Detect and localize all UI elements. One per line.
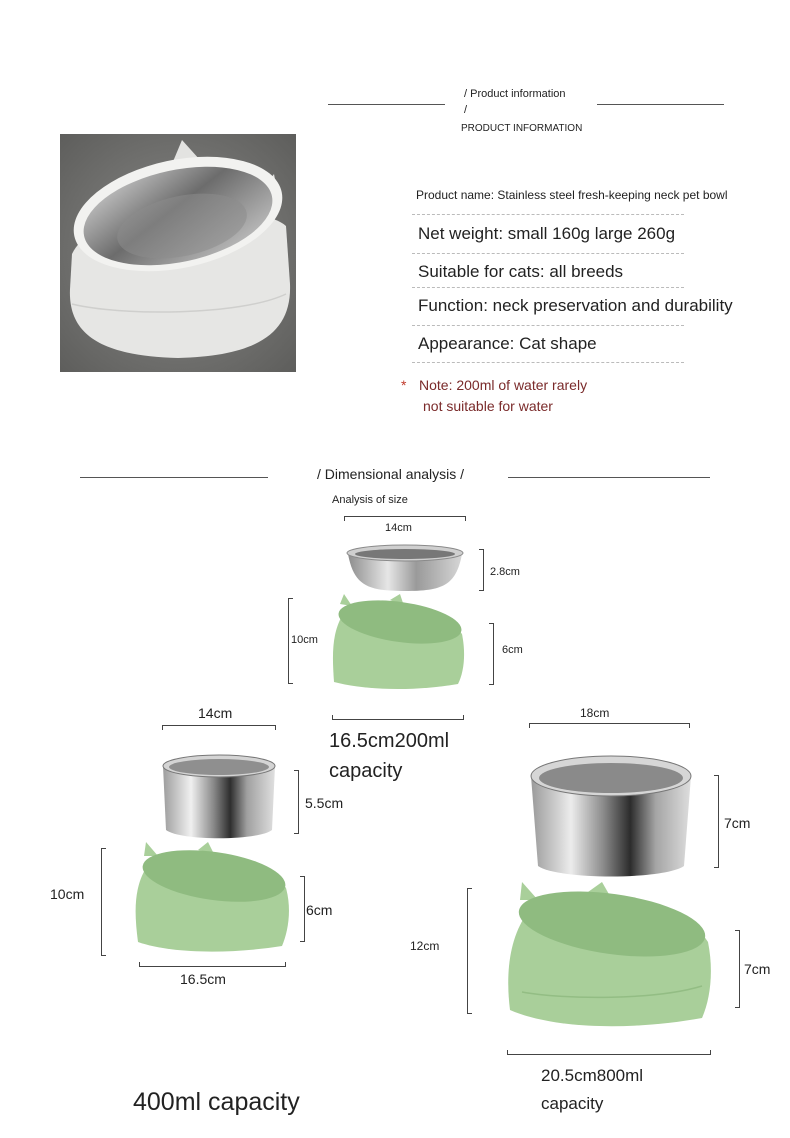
header-title: / Product information — [464, 88, 566, 100]
medium-bowl-height-bracket — [294, 770, 299, 834]
small-base-side-bracket — [489, 623, 494, 685]
medium-base-side-bracket — [300, 876, 305, 942]
spec-net-weight: Net weight: small 160g large 260g — [418, 224, 676, 243]
dim-rule-left — [80, 477, 268, 478]
small-base-side: 6cm — [502, 644, 523, 656]
large-base-width-capacity: 20.5cm800ml — [541, 1066, 644, 1085]
large-steel-bowl — [528, 752, 694, 882]
large-base-side-bracket — [735, 930, 740, 1008]
medium-base-width: 16.5cm — [180, 971, 226, 987]
note-line-1: Note: 200ml of water rarely — [419, 377, 588, 393]
medium-capacity: 400ml capacity — [133, 1088, 300, 1116]
header-slash: / — [464, 104, 468, 116]
header-subtitle: PRODUCT INFORMATION — [461, 123, 583, 134]
header-rule-left — [328, 104, 445, 105]
small-bowl-width-bracket — [344, 516, 466, 521]
product-photo — [60, 134, 296, 372]
large-base-side: 7cm — [744, 961, 771, 977]
medium-steel-bowl — [160, 752, 278, 842]
small-bowl-height-bracket — [479, 549, 484, 591]
small-steel-bowl — [344, 544, 466, 592]
medium-bowl-width-bracket — [162, 725, 276, 730]
small-base-width-bracket — [332, 715, 464, 720]
small-base-width-capacity: 16.5cm200ml — [329, 730, 450, 752]
spec-divider — [412, 325, 684, 326]
spec-divider — [412, 362, 684, 363]
large-capacity: capacity — [541, 1094, 604, 1113]
small-bowl-height: 2.8cm — [490, 566, 520, 578]
note-line-2: not suitable for water — [423, 398, 553, 414]
medium-base-side: 6cm — [306, 902, 333, 918]
small-capacity: capacity — [329, 760, 403, 782]
spec-appearance: Appearance: Cat shape — [418, 334, 597, 353]
note-star: * — [401, 377, 407, 393]
medium-base-height-bracket — [101, 848, 106, 956]
dim-rule-right — [508, 477, 710, 478]
medium-bowl-width: 14cm — [198, 705, 233, 721]
spec-divider — [412, 214, 684, 215]
large-base-height: 12cm — [410, 939, 440, 953]
header-rule-right — [597, 104, 724, 105]
small-bowl-width: 14cm — [385, 522, 412, 534]
product-name: Product name: Stainless steel fresh-keeping neck pet bowl — [416, 188, 728, 202]
small-base-height: 10cm — [291, 634, 318, 646]
medium-bowl-height: 5.5cm — [305, 795, 344, 811]
large-base-width-bracket — [507, 1050, 711, 1055]
large-bowl-width: 18cm — [580, 706, 610, 720]
small-green-base — [328, 594, 468, 690]
large-bowl-height: 7cm — [724, 815, 751, 831]
white-cat-bowl-illustration — [60, 134, 296, 372]
spec-function: Function: neck preservation and durability — [418, 296, 733, 315]
large-green-base — [506, 882, 714, 1030]
large-bowl-height-bracket — [714, 775, 719, 868]
large-bowl-width-bracket — [529, 723, 690, 728]
dimensional-title: / Dimensional analysis / — [317, 466, 465, 482]
medium-green-base — [132, 842, 292, 954]
medium-base-width-bracket — [139, 962, 286, 967]
large-base-height-bracket — [467, 888, 472, 1014]
spec-divider — [412, 287, 684, 288]
medium-base-height: 10cm — [50, 886, 85, 902]
dimensional-subtitle: Analysis of size — [332, 494, 408, 506]
spec-suitable: Suitable for cats: all breeds — [418, 262, 624, 281]
spec-divider — [412, 253, 684, 254]
